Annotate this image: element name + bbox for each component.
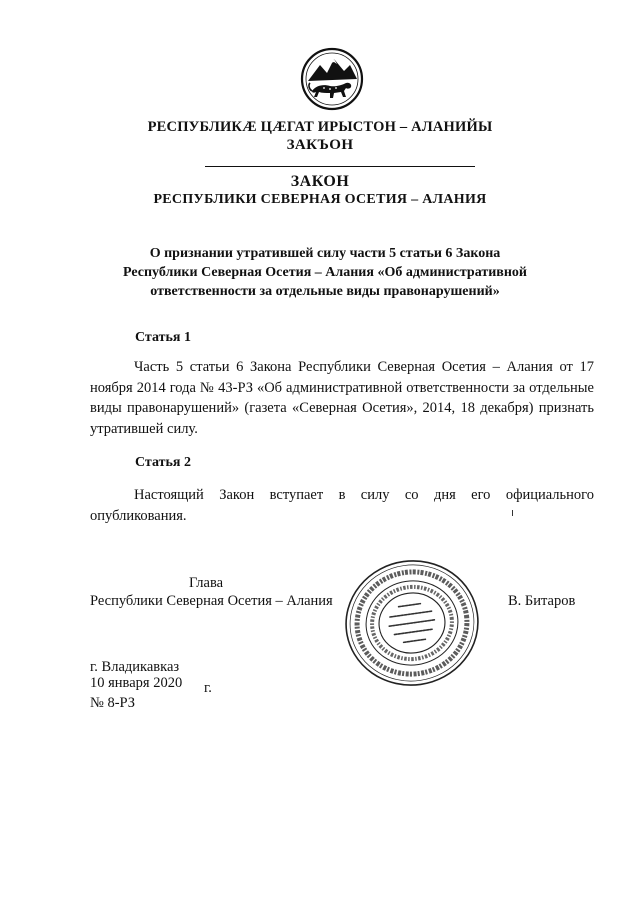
coat-of-arms-icon — [300, 47, 364, 111]
law-number: № 8-РЗ — [90, 695, 136, 711]
official-seal-icon — [343, 557, 481, 689]
signing-date: 10 января 2020 — [90, 675, 183, 691]
signatory-title: Глава — [189, 575, 224, 591]
signing-place: г. Владикавказ — [90, 659, 180, 675]
scan-mark — [512, 510, 513, 516]
header-divider — [205, 166, 475, 167]
law-subject-line: ответственности за отдельные виды правонарушений» — [150, 284, 500, 299]
signing-year-suffix: г. — [204, 680, 212, 696]
law-title-russian: ЗАКОН — [290, 173, 350, 190]
signatory-organization: Республики Северная Осетия – Алания — [90, 593, 333, 609]
law-subject-line: О признании утратившей силу части 5 статьи 6 Закона — [149, 246, 501, 261]
article-2-text: Настоящий Закон вступает в силу со дня его официального опубликования. — [90, 487, 594, 524]
article-2-heading: Статья 2 — [135, 455, 191, 470]
signatory-name: В. Битаров — [508, 593, 576, 609]
law-subject — [110, 244, 540, 301]
article-1-heading: Статья 1 — [135, 330, 191, 345]
article-1-text: Часть 5 статьи 6 Закона Республики Северная Осетия – Алания от 17 ноября 2014 года № 43-РЗ «Об административной ответственности за отдельные виды правонарушений» (газета «Северная Осетия», 2014, 18 декабря) признать утратившей силу. — [90, 359, 594, 437]
law-subject-line: Республики Северная Осетия – Алания «Об административной — [123, 265, 527, 280]
republic-title-russian: РЕСПУБЛИКИ СЕВЕРНАЯ ОСЕТИЯ – АЛАНИЯ — [153, 192, 487, 207]
law-title-ossetian: ЗАКЪОН — [286, 137, 354, 153]
republic-title-ossetian: РЕСПУБЛИКӔ ЦӔГАТ ИРЫСТОН – АЛАНИЙЫ — [147, 119, 493, 135]
